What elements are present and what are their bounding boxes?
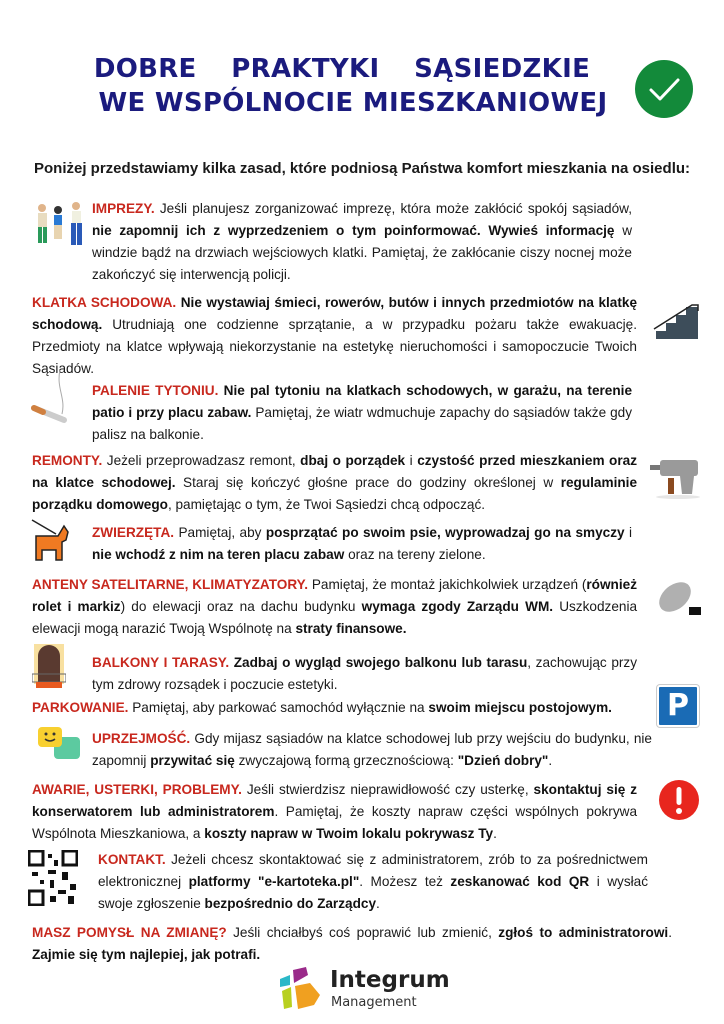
body-text: w windzie bądź na drzwiach wejściowych klatki. Pamiętaj, że zakłócanie ciszy nocnej może zakończyć się interwencją policji. [92,223,633,282]
section-heading: ANTENY SATELITARNE, KLIMATYZATORY. [32,577,309,592]
logo-brand: Integrum [330,967,450,993]
body-text: . [668,925,672,940]
body-text: Staraj się kończyć głośne prace do godziny określonej w [175,475,561,490]
bold-text: również rolet i markiz [32,577,637,614]
bold-text: zeskanować kod QR [450,874,590,889]
body-text: Uszkodzenia elewacji mogą narazić Twoją Wspólnotę na [32,599,638,636]
body-text: . [548,753,553,768]
bold-text: swoim miejscu postojowym. [428,700,612,715]
bold-text: "Dzień dobry" [457,753,549,768]
section-heading: REMONTY. [32,453,103,468]
section-9 [32,779,637,845]
bold-text: dbaj o porządek [300,453,406,468]
bold-text: wymaga zgody Zarządu WM. [361,599,554,614]
intro-text: Poniżej przedstawiamy kilka zasad, które podniosą Państwa komfort mieszkania na osiedlu: [33,160,691,177]
body-text: . [376,896,380,911]
body-text: . Pamiętaj, że koszty napraw części wspólnych pokrywa Wspólnota Mieszkaniowa, a [32,804,638,841]
bold-text: Zajmie się tym najlepiej, jak potrafi. [32,947,261,962]
body-text: i [405,453,418,468]
section-heading: BALKONY I TARASY. [92,655,230,670]
section-3 [32,450,637,516]
body-text: Pamiętaj, aby [174,525,266,540]
body-text: ) do elewacji oraz na dachu budynku [120,599,362,614]
body-text: zwyczajową formą grzecznościową: [234,753,458,768]
bold-text: koszty napraw w Twoim lokalu pokrywasz Ty [204,826,494,841]
body-text: Jeśli stwierdzisz nieprawidłowość czy usterkę, [241,782,534,797]
logo-mark-icon [278,965,324,1011]
section-heading: PALENIE TYTONIU. [92,383,219,398]
stairs-icon [652,303,702,341]
balcony-icon [32,644,66,690]
body-text: . Możesz też [359,874,451,889]
section-0 [92,198,632,286]
section-10 [98,849,648,915]
section-heading: KLATKA SCHODOWA. [32,295,177,310]
integrum-logo [278,965,468,1015]
bold-text: nie wchodź z nim na teren placu zabaw [92,547,345,562]
section-heading: IMPREZY. [92,201,155,216]
body-text: Utrudniają one codzienne sprzątanie, a w przypadku pożaru także ewakuację. Przedmioty na klatce wpływają niekorzystanie na estetykę nieruchomości i samopoczucie Twoich Sąsiadów. [32,317,637,376]
section-heading: PARKOWANIE. [32,700,129,715]
body-text: i [624,525,633,540]
section-1 [32,292,637,380]
bold-text: straty finansowe. [295,621,407,636]
chat-smile-thumbs-up-icon [36,725,82,769]
body-text: Pamiętaj, że wiatr wdmuchuje zapachy do sąsiadów także gdy palisz na balkonie. [92,405,632,442]
bold-text: Zadbaj o wygląd swojego balkonu lub tarasu [233,655,528,670]
section-5 [32,574,637,640]
dog-icon [28,518,70,562]
section-heading: KONTAKT. [98,852,166,867]
logo-sub: Management [331,995,417,1010]
body-text: Jeżeli chcesz skontaktować się z administratorem, zrób to za pośrednictwem elektronicznej [98,852,648,889]
bold-text: posprzątać po swoim psie, wyprowadzaj go na smyczy [265,525,625,540]
cigarette-icon [30,368,75,440]
bold-text: Nie pal tytoniu na klatkach schodowych, w garażu, na terenie patio i przy placu zabaw. [92,383,633,420]
title-line-1: DOBRE PRAKTYKI SĄSIEDZKIE [93,54,591,84]
section-11 [32,922,672,966]
party-people-icon [30,200,88,250]
exclamation-alert-icon [657,778,701,822]
body-text: Gdy mijasz sąsiadów na klatce schodowej lub przy wejściu do budynku, nie zapomnij [92,731,652,768]
section-heading: AWARIE, USTERKI, PROBLEMY. [32,782,242,797]
drill-icon [648,450,704,500]
body-text: , pamiętając o tym, że Twoi Sąsiedzi chcą odpocząć. [167,497,486,512]
body-text: Jeśli planujesz zorganizować imprezę, która może zakłócić spokój sąsiadów, [154,201,632,216]
section-heading: UPRZEJMOŚĆ. [92,731,191,746]
bold-text: Wywieś informację [488,223,615,238]
section-8 [92,728,652,772]
bold-text: zgłoś to administratorowi [498,925,669,940]
bold-text: nie zapomnij ich z wyprzedzeniem o tym poinformować. [92,223,481,238]
body-text: i wysłać swoje zgłoszenie [98,874,648,911]
body-text: Jeżeli przeprowadzasz remont, [102,453,301,468]
body-text: Pamiętaj, aby parkować samochód wyłącznie na [128,700,429,715]
bold-text: przywitać się [150,753,235,768]
checkmark-icon [635,60,693,118]
title-line-2: WE WSPÓLNOCIE MIESZKANIOWEJ [98,88,608,118]
bold-text: bezpośrednio do Zarządcy [204,896,377,911]
parking-sign-icon: P [657,685,699,727]
bold-text: Nie wystawiaj śmieci, rowerów, butów i innych przedmiotów na klatkę schodową. [32,295,638,332]
bold-text: platformy "e-kartoteka.pl" [188,874,360,889]
section-2 [92,380,632,446]
bold-text: czystość przed mieszkaniem oraz na klatce schodowej. [32,453,638,490]
body-text: Pamiętaj, że montaż jakichkolwiek urządzeń ( [308,577,587,592]
bold-text: skontaktuj się z konserwatorem lub administratorem [32,782,637,819]
page-title [0,52,724,120]
body-text: oraz na tereny zielone. [344,547,486,562]
section-7 [32,697,647,719]
section-4 [92,522,632,566]
section-heading: ZWIERZĘTA. [92,525,175,540]
body-text: . [493,826,497,841]
body-text: Jeśli chciałbyś coś poprawić lub zmienić, [226,925,499,940]
section-6 [92,652,637,696]
bold-text: regulaminie porządku domowego [32,475,638,512]
section-heading: MASZ POMYSŁ NA ZMIANĘ? [32,925,227,940]
qr-code-icon [28,850,78,906]
satellite-dish-icon [655,575,705,621]
body-text: , zachowując przy tym zdrowy rozsądek i poczucie estetyki. [92,655,638,692]
